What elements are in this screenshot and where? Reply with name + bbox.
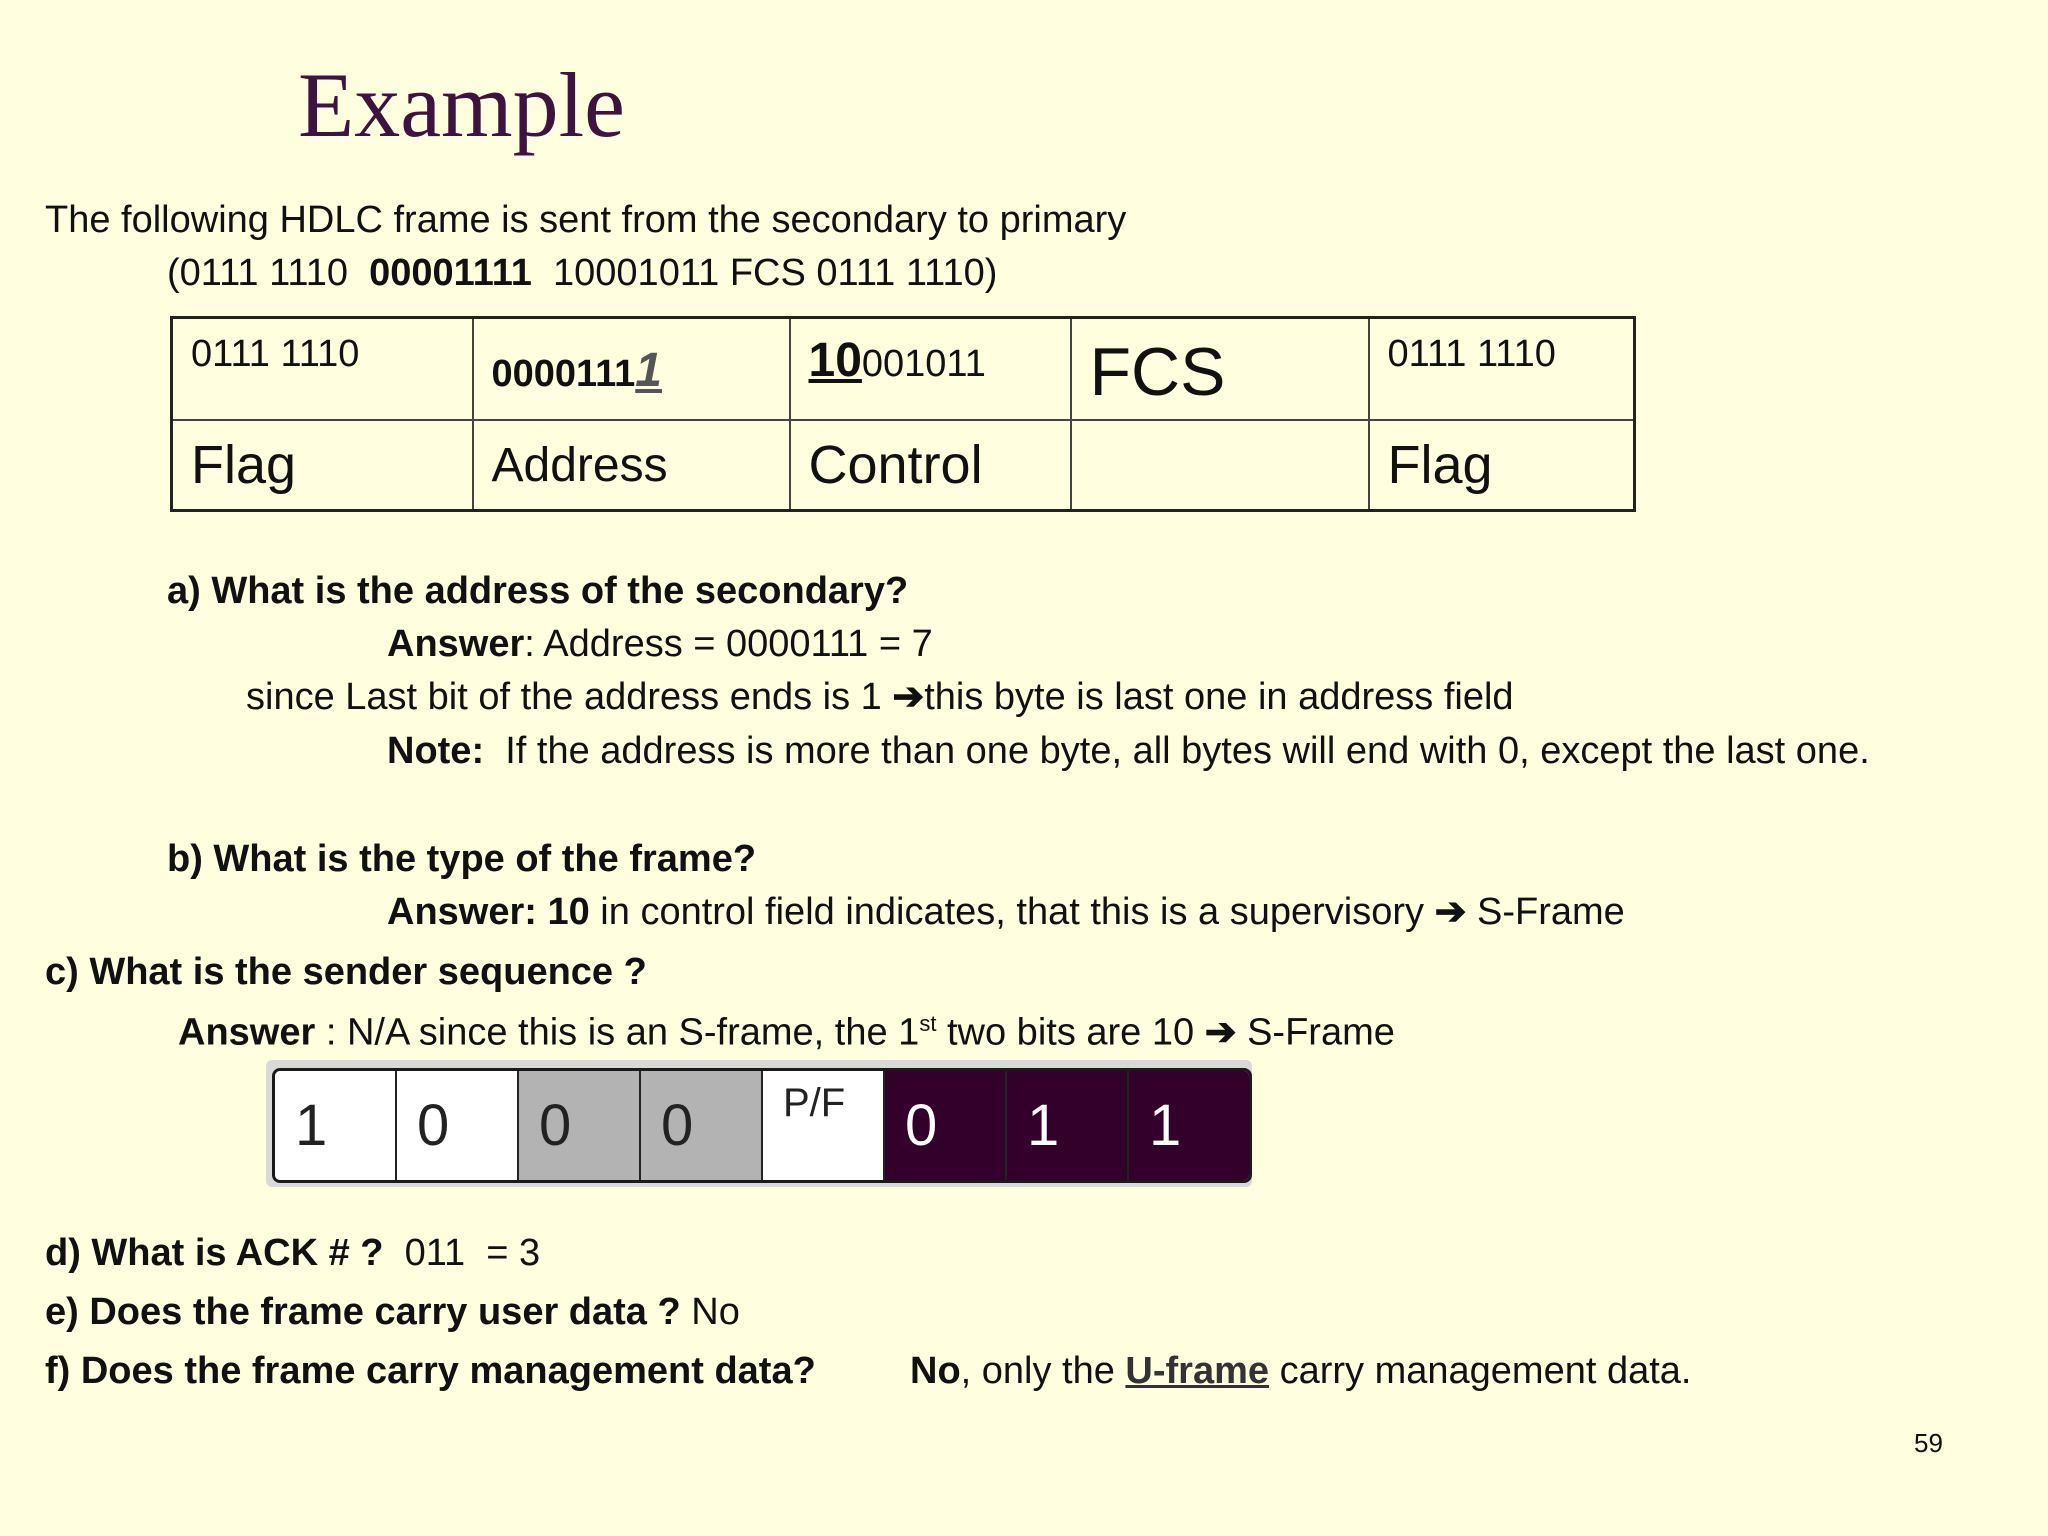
answer-a-explanation (246, 676, 1514, 720)
answer-c-sup: st (919, 1011, 937, 1036)
answer-e: No (680, 1291, 740, 1333)
question-e-line (45, 1291, 740, 1335)
address-label: Address (491, 438, 668, 492)
answer-c-end: S-Frame (1236, 1011, 1395, 1054)
control-bit-4: 0 (641, 1071, 763, 1180)
control-bit-2: 0 (397, 1071, 519, 1180)
address-bits (492, 343, 662, 398)
answer-a-since-pre: since Last bit of the address ends is 1 (246, 676, 893, 718)
question-d: d) What is ACK # ? (45, 1232, 384, 1274)
flag-close-label: Flag (1387, 435, 1493, 495)
control-bits-cell (790, 318, 1071, 421)
control-field-bit-strip (266, 1060, 1252, 1187)
u-frame-term: U-frame (1125, 1350, 1270, 1392)
control-bit-6: 0 (885, 1071, 1007, 1180)
answer-b-end: S-Frame (1466, 891, 1625, 933)
frame-bits-open: (0111 1110 (167, 252, 370, 294)
answer-a-text: : Address = 0000111 = 7 (524, 623, 933, 665)
right-arrow-icon: ➔ (892, 676, 925, 718)
page-number: 59 (1914, 1428, 1943, 1458)
control-bits-hi: 10 (808, 334, 862, 387)
control-bits-lo: 001011 (861, 343, 986, 385)
control-bit-7: 1 (1007, 1071, 1129, 1180)
answer-b-text: in control field indicates, that this is a supervisory (589, 891, 1435, 933)
control-bit-3: 0 (519, 1071, 641, 1180)
question-e: e) Does the frame carry user data ? (45, 1291, 681, 1333)
flag-close-bits-cell (1369, 318, 1635, 421)
frame-bits-address: 00001111 (369, 252, 532, 294)
fcs-cell (1071, 318, 1369, 421)
control-bit-1: 1 (275, 1071, 397, 1180)
frame-bits-row (172, 318, 1635, 421)
address-bits-last: 1 (635, 344, 662, 397)
answer-c-pre: : N/A since this is an S-frame, the 1 (315, 1011, 920, 1054)
field-label-flag-close (1369, 420, 1635, 511)
flag-close-bits: 0111 1110 (1387, 333, 1556, 375)
answer-a-label: Answer (387, 623, 525, 665)
question-a: a) What is the address of the secondary? (167, 570, 909, 612)
answer-b-label: Answer: 10 (387, 891, 590, 933)
answer-c-post: two bits are 10 (936, 1011, 1205, 1054)
answer-d: 011 = 3 (383, 1232, 541, 1274)
right-arrow-icon: ➔ (1434, 891, 1467, 933)
flag-open-bits: 0111 1110 (191, 333, 360, 375)
field-label-flag-open (172, 420, 473, 511)
answer-f-end: carry management data. (1269, 1350, 1692, 1392)
control-label: Control (808, 435, 983, 495)
flag-open-label: Flag (191, 435, 297, 495)
answer-f-no: No (910, 1350, 961, 1392)
control-field-bits (272, 1068, 1252, 1183)
question-c: c) What is the sender sequence ? (45, 951, 647, 993)
answer-b (387, 891, 1625, 935)
control-bit-8: 1 (1129, 1071, 1249, 1180)
question-d-line (45, 1232, 540, 1276)
field-label-fcs (1071, 420, 1369, 511)
fcs-label: FCS (1089, 334, 1226, 410)
answer-c-label: Answer (178, 1011, 316, 1054)
right-arrow-icon: ➔ (1204, 1011, 1237, 1054)
answer-f (910, 1350, 1691, 1394)
answer-a-note (387, 730, 1870, 774)
address-bits-cell (473, 318, 790, 421)
intro-line: The following HDLC frame is sent from the secondary to primary (45, 199, 1127, 241)
answer-a-since-post: this byte is last one in address field (924, 676, 1514, 718)
hdlc-frame-table (170, 316, 1636, 512)
question-f-line (45, 1350, 816, 1394)
answer-a (387, 623, 933, 667)
control-bit-pf: P/F (763, 1071, 885, 1180)
question-b: b) What is the type of the frame? (167, 838, 757, 880)
slide-title: Example (298, 54, 625, 156)
field-label-control (790, 420, 1071, 511)
address-bits-main: 0000111 (491, 353, 636, 395)
flag-open-bits-cell (172, 318, 473, 421)
question-f: f) Does the frame carry management data? (45, 1350, 816, 1392)
frame-bits-line (167, 252, 997, 296)
answer-c (178, 1011, 1395, 1055)
note-label: Note: (387, 730, 485, 772)
frame-bits-rest: 10001011 FCS 0111 1110) (531, 252, 998, 294)
answer-f-mid: , only the (960, 1350, 1126, 1392)
field-label-address (473, 420, 790, 511)
control-bits (809, 333, 986, 388)
note-text: If the address is more than one byte, all bytes will end with 0, except the last one. (484, 730, 1870, 772)
frame-labels-row (172, 420, 1635, 511)
